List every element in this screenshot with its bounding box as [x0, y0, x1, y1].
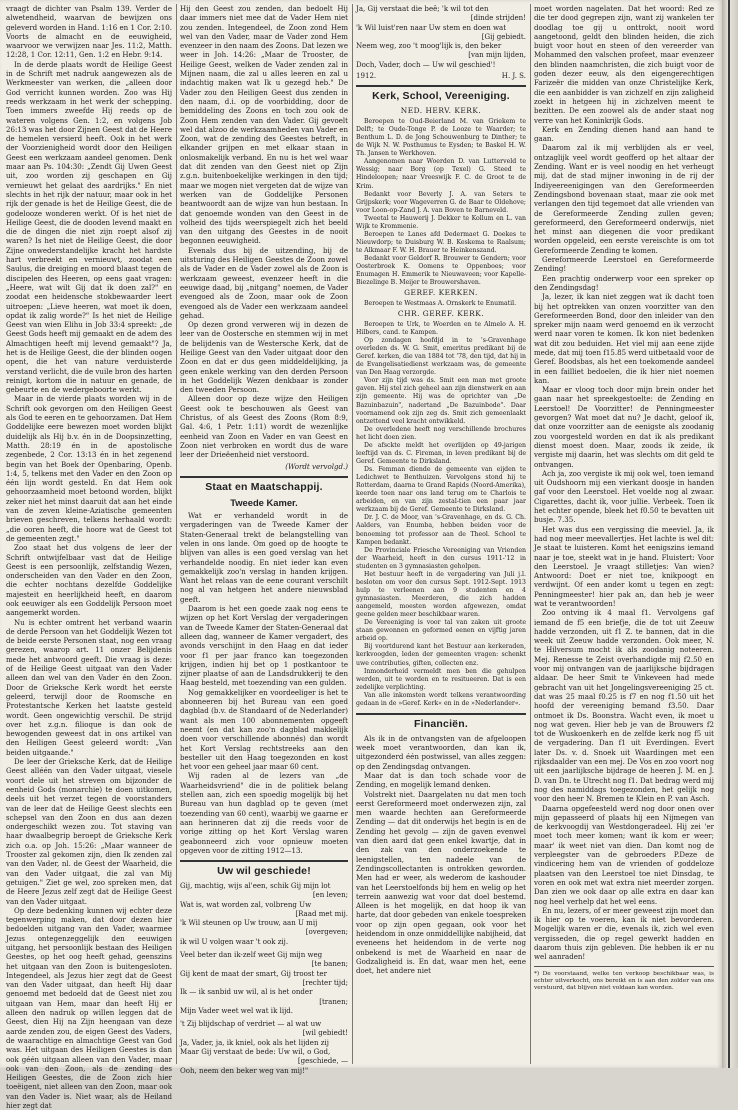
poem-line: [overgeven;: [305, 927, 348, 937]
news-item: Voor zijn tijd was ds. Smit een man met groote gaven. Hij stel zich geheel aan zijn dienstwerk en aan zijn gemeente. Hij was de oprichter van „De Bazuinbazuin", nadertand „De Bazuinbode". Daar voornamend ook zijn zeg ds. Smit zich gemeenlaakt ontzettend veel kracht ontwikkeld.: [356, 377, 526, 425]
paragraph: Daarna opgefeesteld werd nog door onen over mijn gepasseerd of plaats hij een Nijmegen van de kerkvoogdij van Westdongeradeel. Hij zei 'er moet toch meer komen; want ik kom er weer; maar' ik weet niet van dien. Dan komt nog de verpleegster van de gebroeders P.Deze de vindicering hem van de vrienden of goddeloze plaatsen van den Leerstoel toe niet Dinsdag, te voren en ook met wat extra niet meerder zorgen. Dan zien we ook daar op alle extra en daar kan nog heel verhelp dat het wel eens.: [534, 803, 714, 906]
news-item: De afsckte meldt het overlijden op 49-jarigen leeftijd van ds. C. Fireman, in leven predikant bij de Geref. Gemeente te Dirksland.: [356, 441, 526, 465]
paragraph: Een prachtig onderwerp voor een spreker op den Zendingsdag!: [534, 273, 714, 292]
poem-line: 'k Wil luist'ren naar Uw stem en doen wat: [356, 22, 507, 32]
paragraph: Ach ja, zoo vergiste ik mij ook wel, toen iemand uit Oudshoorn mij een vierkant doosje in handen gaf voor den Leerstoel. Het voelde nog al zwaar. Cigarettes, dacht ik, voor jullie. Verbeek. Toen ik het echter opende, bleek het f0.50 te bevatten uit busje. 7.35.: [534, 468, 714, 525]
paragraph: De leer der Grieksche Kerk, dat de Heilige Geest alléén van den Vader uitgaat, viesele voort dele uit het streven om bijzonder de eenheid Gods (monarchie) te doen uitkomen, deels uit het verzet tegen de voorstanders van de leer dat de Heilige Geest slechts een schepsel van den Zoon en dus aan dezen ondergeschikt wezen zou. Tot staving van haar dwaalbegrip beroept de Grieksche Kerk zich o.a. op Joh. 15:26: „Maar wanneer de Trooster zal gekomen zijn, dien Ik zenden zal van den Vader, nl. de Geest der Waarheid, die van den Vader uitgaat, die zal van Mij getuigen." Ziet ge wel, zoo spreken men, dat de Heere Jezus zelf zegt dat de Heilige Geest van den Vader uitgaat.: [6, 757, 172, 906]
column-divider: [352, 4, 353, 1064]
paragraph: In de derde plaats wordt de Heilige Geest in de Schrift met nadruk aangewezen als de Werkmeester van werken, die „alleen door God verricht kunnen worden. Zoo was Hij reeds werkzaam in het werk der schepping. Toen immers zweefde Hij reeds op de wateren volgens Gen. 1:2, en volgens Job 26:13 was het door Zijnen Geest dat de Heere de hemelen versierd heeft. Ook in het werk der Voorzienigheid wordt door den Heiligen Geest een werkzaam aandeel genomen. Denk maar aan Ps. 104:30: „Zendt Gij Uwen Geest uit, zoo worden zij geschapen en Gij vernieuwt het gelaat des aardrijks." En niet slechts in het rijk der natuur, maar ook in het rijk der genade is het de Heilige Geest, die de godelooze wonderen werkt. Of is het niet de Heilige Geest, die de dooden levend maakt en die de dingen die niet zijn roept alsof zij waren? Is het niet de Heilige Geest, die door Zijne onwederstandelijke kracht het hardste hart verbreekt en vernieuwt, zoodat een Saulus, die dreiging en moord blaast tegen de discipelen des Heeren, op eens gaat vragen: „Heere, wat wilt Gij dat ik doen zal?" en zoodat een heidensche stokbewaarder leert uitroepen: „Lieve heeren, wat moet ik doen, opdat ik zalig worde?" Is het niet de Heilige Geest van wien Elihu in Job 33:4 spreekt: „de Geest Gods heeft mij gemaakt en de adem des Almachtigen heeft mij levend gemaakt"? Ja, het is de Heilige Geest, die der blinden oogen opent, die het van nature verduisterde verstand verlicht, die de vuile bron des harten reinigt, kortom die in natuur en genade, de gebeurte en de wedergeboorte werkt.: [6, 59, 172, 395]
poem-signature: [356, 71, 526, 80]
poem-line: [Raad met mij.: [295, 908, 348, 918]
paragraph: Kerk en Zending dienen hand aan hand te gaan.: [534, 124, 714, 144]
poem-line: Veel beter dan ik-zelf weet Gij mijn weg: [180, 950, 323, 960]
poem-line: Ja, Vader, ja, ik kniel, ook als het lijden zij: [180, 1037, 329, 1047]
poem-line: 't Zij blijdschap of verdriet — al wat uw: [180, 1019, 322, 1029]
subsection-heading: CHR. GEREF. KERK.: [397, 309, 485, 319]
paragraph: Hij den Geest zou zenden, dan bedoelt Hij daar immers niet mee dat de Vader Hem niet zou zenden. Integendeel, de Zoon zond Hem wel van den Vader, maar de Vader zond Hem evenzeer in den naam des Zoons. Dat lezen we weer in Joh. 14:26: „Maar de Trooster, de Heilige Geest, welken de Vader zenden zal in Mijnen naam, die zal u alles leeren en zal u indachtig maken wat Ik u gezegd heb." De Vader zou den Heiligen Geest dus zenden in den naam, d.i. op de voorbidding, door de bemiddeling des Zoons en toch zou ook de Zoon Hem zenden van den Vader. Gij gevoelt wel dat alzoo de werkzaamheden van Vader en Zoon, wat de zending des Geestes betreft, in elkander grijpen en met elkaar staan in onlosmakelijk verband. En nu is het wel waar dat dit zenden van den Geest niet op Zijn z.g.n. buitenboekelijke werkingen in den tijd; maar we mogen niet vergeten dat de wijze van werken van de Goddelijke Personen beantwoordt aan de wijze van hun bestaan. In dat genoemde wonden van den Geest in de volheid des tijds weerspiegelt zich het beeld van den uitgang des Geestes in de nooit begonnen eeuwigheid.: [180, 4, 348, 246]
poem-line: [en leven;: [312, 890, 348, 900]
section-heading-staat: Staat en Maatschappij.: [205, 480, 323, 493]
news-item: Van alle inkomsten wordt telkens verantwoording gedaan in de »Geref. Kerk« en in de »Nederlander«.: [356, 691, 526, 707]
poem-year: 1912.: [356, 71, 377, 81]
news-item: Bij voortdurend kant het Bestuur aan kerkeraden, kerkvoogden, leden der gemeenten vragen: schenkt uwe contributies, giften, collecten enz.: [356, 643, 526, 667]
poem-line: Gij kent de maat der smart, Gij troost ter: [180, 968, 327, 978]
paragraph: Maar dat is dan toch schade voor de Zending, en mogelijk lemand denken.: [356, 770, 526, 790]
news-item: Dr. J. C. de Moor, van 's-Gravenhage, en ds. G. Ch. Aalders, van Enumba, hebben beiden voor de benoeming tot professor aan de Theol. School te Kampen bedankt.: [356, 514, 526, 546]
news-item: Beroepen te Lanes afd Dedermaet G. Doekes te Nieuwdorp; te Duisburg W. B. Keskema te Raalsum; te Alkmaar F. W. H. Brauer te Heinkenszand.: [356, 230, 526, 254]
poem-line: Gij, machtig, wijs al'een, schik Gij mijn lot: [180, 880, 331, 890]
article-signoff: (Wordt vervolgd.): [285, 461, 348, 471]
section-rule: [356, 85, 526, 87]
column-1: [6, 4, 172, 1110]
paragraph: Gereformeerde Leerstoel en Gereformeerde Zending!: [534, 255, 714, 274]
news-item: Beroepen te Urk, te Woerden en te Almelo A. H. Hilbers, cand. te Kampen.: [356, 320, 526, 336]
poem-line: [geschiede, —: [297, 1056, 348, 1066]
poem-line: [dinde strijden!: [470, 13, 526, 23]
poem-line: [tranen;: [319, 996, 348, 1006]
news-item: De Vereeniging is voor tal van zaken uit groote staan gewonnen en geformed eenen en vijftig jaren arbeid op.: [356, 619, 526, 643]
poem-line: [te banen;: [311, 959, 348, 969]
paragraph: Alleen door op deze wijze den Heiligen Geest ook te beschouwen als Geest van Christus, of als Geest des Zoons (Rom 8:9, Gal. 4:6, 1 Petr. 1:11) wordt de wezenlijke eenheid van Zoon en Vader en van Geest en Zoon niet verbroken en wordt dus de ware leer der Drieëenheid niet verstoord.: [180, 394, 348, 460]
news-item: Ds. Femman diende de gemeente van eijden te Ledichwet te Benthuizen. Vervolgens stond hij te Rotterdam, daarna te Grand Rapids (Noord-Amerika), keerde toen naar ons land terug om te Charlois te arbeiden, en van zijn zestal-tien een paar jaar werkzaam bij de Geref. Gemeente te Dirksland.: [356, 466, 526, 514]
poem-line: Doch, Vader, doch — Uw wil geschied'!: [356, 59, 496, 69]
paragraph: Daarom zal ik mij verblijden als er veel, ontzaglijk veel wordt geofferd op het altaar der Zending. Want er is veel noodig en het verheugt mij, dat de stad mijner inwoning in de rij der Indiyeereenigingen van den Gereformeerden Zendingsbond bovenaan staat, maar zie ook met verlangen den tijd tegemoet dat alle vrienden van de Gereformeerde Zending zullen geven; gereformeerd, den Gereformeerd onderwijs, niet het minst aan diegenen die voor predikant worden opgeleid, een eerste vereischte is om tot Gereformeerde Zending te komen.: [534, 143, 714, 255]
paragraph: moet worden nagelaten. Dat het woord: Red ze die ter dood gegrepen zijn, want zij wankelen ter doodlag toe gij u onttrokt, nooit word aangetoond, geldt den blinden heiden, die zich buigt voor hout en steen of den vereerder van Mohammed den valschen profeet, maar evenzeer den blinden naamchristen, die zich buigt voor de goden dezer eeuw, als den eigengerechtigen Farizeër die midden van onze Christelijke Kerk, die een aanbidder is van zichzelf en zijn zaligheid zoekt in hetgeen hij in zichzelven meent te bezitten. De een zoowel als de ander staat nog verre van het Koninkrijk Gods.: [534, 4, 714, 125]
news-item: Tweetal te Hauwerij J. Dekker te Kollum en L. van Wijk te Krommenie.: [356, 214, 526, 230]
paragraph: Nu is echter omtrent het verband waarin de derde Persoon van het Goddelijk Wezen tot de beide eerste Personen staat, nog een vraag gerezen, waarop art. 11 onzer Belijdenis mede het antwoord geeft. Die vraag is deze: of de Heilige Geest uitgaat van den Vader alleen dan wel van den Vader én den Zoon. Door de Grieksche Kerk wordt het eerste geleerd, terwijl door de Roomsche en Protestantsche Kerken het laatste gesteld wordt. Geen ongewichtig verschil. De strijd over het z.g.n. filioque is dan ook de bewogenden geweest dat in ons artikel van den Heiligen Geest geleerd wordt: „Van beiden uitgaande.": [6, 617, 172, 757]
paragraph: Op dezen grond verweren wij in dezen de leer van de Oostersche en stemmen wij in met de belijdenis van de Westersche Kerk, dat de Heilige Geest van den Vader uitgaat door den Zoon en dat er dus geen middeldelijking, ja geen enkele werking van den derden Persoon in het Goddelijk Wezen denkbaar is zonder den tweeden Persoon.: [180, 320, 348, 395]
paragraph: Wat er verhandeld wordt in de vergaderingen van de Tweede Kamer der Staten-Generaal trekt de belangstelling van velen in ons lande. Om goed op de hoogte te blijven van alles is een goed verslag van het verhandelde noodig. En niet ieder kan even gemakkelijk zoo'n verslag in handen krijgen. Want het relaas van de eene courant verschilt nog al van hetgeen het andere nieuwsblad geeft.: [180, 511, 348, 604]
paragraph: Maar er vloog toch door mijn brein onder het gaan naar het spreekgestoelte: de Zending en Leerstoel! De Voorzitter! de Penningmeester gevorgen? Wat moet dat nu? Je dacht, geloof ik, dat onze voorzitter aan de eenigste als zoodanig zou voorgesteld worden en dat ik als predikant dienst moest doen. Maar, zoods ik zeide, ik vergiste mij daarin, het was slechts om dit geld te ontvangen.: [534, 385, 714, 469]
news-item: Inmonderheid vermeldt men ben die gehulpen werden, uit te worden en te resitueeren. Dat is een zedelijke verplichting.: [356, 667, 526, 691]
poem-line: Neem weg, zoo 't moog'lijk is, den beker: [356, 41, 502, 51]
column-divider: [176, 4, 177, 1064]
section-heading-financien: Financiën.: [414, 717, 468, 730]
poem-line: Mijn Vader weet wel wat ik lijd.: [180, 1005, 294, 1015]
paragraph: Op deze bedenking kunnen wij echter deze tegenwerping maken, dat door dezen hier bedoelden uitgang van den Vader, waarmee Jezus ontegenzeggelijk den eeuwigen uitgang, het persoonlijk bestaan des Heiligen Geestes, op het oog heeft gehad, geenszins het uitgaan van den Zoon is buitengesloten. Integendeel, als Jezus hier zegt dat de Geest van den Vader uitgaat, dan heeft Hij daar genoemd met bedoeld dat de Geest niet zou uitgaan van Hem, maar dan heeft Hij er alleen den nadruk op willen leggen dat de Geest, dien Hij na Zijn heengaan van deze aarde zenden zou, de eigen Geest des Vaders, de waarachtige en almachtige Geest van God was. Het uitgaan des Heiligen Geestes is dan ook géén uitgaan alleen van den Vader, maar ook van den Zoon, als de zending des Heiligen Geestes, die de Zoon zich hier toeëigent, niet alleen van den Zoon, maar ook van den Vader is. Niet waar, als de Heiland hier zegt dat: [6, 905, 172, 1110]
adjacent-page-edge: [722, 0, 738, 1068]
section-rule: [180, 860, 348, 862]
poem-line: Ja, Gij verstaat die beê; 'k wil tot den: [356, 4, 489, 13]
poem-line: Ooh, neem den beker weg van mij!": [180, 1065, 309, 1075]
poem-line: [wil gebiedt!: [302, 1028, 348, 1038]
paragraph: Zoo ontving ik 4 maal f1. Vervolgens gaf iemand de f5 een briefje, die de tot uit Zeeuw hadde verzonden, uit f1 Z. te bannen, dat in die week uit Zeeuw hadde verzonden. Ook meer, N. te Hilversum mocht ik als zoodanig noteeren. Mej. Renesse te Zeist overhandigde mij f2.50 en voor mij ontvangen van de jaarlijksche bijdragen aldaar. De heer Smit te Vinkeveen had mede gebracht van uit het Jongelingsvereeniging 25 ct. dat was 25 maal f0.25 is f7 en nog f1.50 uit het hoofd der vereeniging bemand f3.50. Daar ontmoet ik Ds. Boonstra. Wacht even, ik moet u nog wat geven. Hier heb je van de Brouwers f2 tot de Wuskoenkerh en de zelfde kerk nog f5 uit de vergadering. Dan f1 uit Everdingen. Evert later Ds. v. d. Snoek uit Waardingen met een rijksdaalder van een mej. De Vos en zoo voort nog uit een jaarlijksche bijdrage de heeren J. M. en J. D. van Dn. te Utrecht nog f1. Dat bedrag werd mij nog des namiddags toegezonden, het gelijk nog voor den heer N. Bremen te Klein en P. van Asch.: [534, 608, 714, 804]
paragraph: Evenals dus bij de uitzending, bij de uitsturing des Heiligen Geestes de Zoon zowel als de Vader en de Vader zowel als de Zoon is werkzaam geweest, evenzeer heeft in die eeuwige daad, bij „nitgang" noemen, de Vader evengoed als de Zoon, maar ook de Zoon evengoed als de Vader een werkzaam aandeel gehad.: [180, 245, 348, 320]
paragraph: Zoo staat het dus volgens de leer der Schrift ontwijfelbaar vast dat de Heilige Geest is een persoonlijk, zelfstandig Wezen, onderscheiden van den Vader en den Zoon, die echter nochtans dezelfde Goddelijke majesteit en heerlijkheid heeft, en daarom ook eeuwiger als een Goddelijk Persoon moet aangemerkt worden.: [6, 543, 172, 618]
poem-line: Maar Gij verstaat de bede: Uw wil, o God,: [180, 1047, 331, 1056]
column-4: [534, 4, 714, 1064]
poem-continued: [356, 4, 526, 69]
news-item: De Provinciale Friesche Vereeniging van Vrienden der Waarheid, heeft in den cursus 1911-'12 in studenten en 3 gymnasiasten geholpen.: [356, 546, 526, 570]
poem-line: [van mijn lijden,: [468, 50, 526, 60]
subsection-heading: NED. HERV. KERK.: [400, 106, 482, 116]
subsection-heading: GEREF. KERKEN.: [404, 288, 478, 298]
news-item: Beroepen te Westmaas A. Ornskerk te Enumatil.: [364, 300, 517, 308]
news-item: Het bestuur heeft in de vergadering van Juli j.l. besloten om voor den cursus Sept. 1912-Sept. 1913 hulp te verleenen aan 9 studenten en 4 gymnasiasten. Meerderen, die zich hadden aangemeld, moesten worden afgewezen, omdat geene gelden meer beschikbaar waren.: [356, 570, 526, 619]
news-item: Bedankt voor Beverly J. A. van Seters te Grijpskerk; voor Wageverren G. de Baar te Oldehove; voor Loon-op-Zand J. A. van Boven te Barneveld.: [356, 190, 526, 214]
paragraph: Als ik in de ontvangsten van de afgeloopen week moet verantwoorden, dan kan ik, uitgezonderd één postwissel, van alles zeggen: op den Zendingsdag ontvangen.: [356, 733, 526, 771]
news-item: De overledene heeft nog verschillende brochures het licht doen zien.: [356, 425, 526, 441]
news-item: Bedankt voor Geldorf R. Brouwer te Gendern; voor Oosterbroek K. Oomens te Oppenboes; voor Enumagen H. Emmerik te Nieuwaveen; voor Kapelle-Biezelinge B. Meijer te Brouwershaven.: [356, 255, 526, 287]
section-rule: [356, 713, 526, 715]
paragraph: vraagt de dichter van Psalm 139. Verder de alwetendheid, waarvan de bewijzen ons geleverd worden in Hand. 1:16 en 1 Cor. 2:10. Voorts de almacht en de eeuwigheid, waarvoor we verwijzen naar Jes. 11:2, Matth. 12:28, 1 Cor. 12:11, Gen. 1:2 en Hebr. 9:14.: [6, 4, 172, 60]
poem-line: Wat is, wat worden zal, volbreng Uw: [180, 899, 312, 909]
paragraph: Nog gemakkelijker en voordeeliger is het te abonneeren bij het Bureau van een goed dagblad (b.v. de Standaard of de Nederlander) want als men 100 abonnementen opgeeft neemt (en dat kan zoo'n dagblad makkelijk doen voor verschillende abonnés) dan wordt het Kort Verslag rechtstreeks aan den besteller uit den Haag toegezonden en kost het voor een geheel jaar maar 60 cent.: [180, 687, 348, 772]
paragraph: Volstrekt niet. Daargelaten nu dat men toch eerst Gereformeerd moet onderwezen zijn, zal men waarde hechten aan Gereformeerde Zending — dat dit onderwijs het begin is en de Zending het gevolg — zijn de gaven evenwel van dien aard dat geen enkel kwartje, dat in den zak van den onderzoekende te leenigstellen, ten nadeele van de Zendingscollectanten is ontrokken geworden. Men had er weer, als wederom de kashouder van het Leerstoelfonds bij hem en welig op het terrein aanwezig wat voor dat doel bestemd. Alleen is het mogelijk, en dat hoop ik van harte, dat door gebeden van enkele toespreken voor op zijn open gegaan, ook voor het heidendom in onze onmiddellijke nabijheid, dat eveneens het heidendom in de verte nog onbekend is met de Waarheid en naar de Godzaligheid is. En dat, waar men het, eene doet, het andere niet: [356, 789, 526, 976]
poem-title: Uw wil geschiede!: [217, 865, 311, 878]
poem-line: Ik — ik sanbid uw wil, al is het onder: [180, 987, 313, 997]
paragraph: Ja, lezer, ik kan niet zeggen wat ik dacht toen bij het optrekken van onzen voorzitter van den Gereformeerden Bond, door den inleider van den spreker mijn naam werd genoemd en ik verzocht werd naar voren te komen. Ik kon niet bedenken wat dit zou beduiden. Het viel mij aan eene zijde mede, dat mij toen f15.85 werd uitbetaald voor de Geref. Boodsbas, als het een toekomende aandeel in een failliet bedoelen, die ik hier niet noemen kan.: [534, 292, 714, 385]
footnote-rule: [534, 966, 714, 967]
column-3: [356, 4, 526, 1064]
poem-line: [Gij gebiedt.: [481, 31, 526, 41]
section-heading-kerk: Kerk, School, Vereeniging.: [372, 90, 510, 103]
paragraph: Wij raden al de lezers van „de Waarheidsvriend" die in de politiek belang stellen aan, zich een spoedig mogelijk bij het Bureau van hun dagblad op te geven (met toezending van 60 cent), waarbij we gaarne er aan herinneren dat zij die reeds voor de vorige zitting op het Kort Verslag waren geabonneerd zich voor opnieuw moeten opgeven voor de zitting 1912—13.: [180, 771, 348, 855]
paragraph: En nu, lezers, of er meer geweest zijn moet dan ik hier op te voeren, kan ik niet bevorderen. Mogelijk waren er die, evenals ik, zich wel even vergisseden, die op regel gewerkt hadden en daarom thuis zijn gebleven. Die hebben ik er nu wel aanraden!: [534, 905, 714, 962]
paragraph: Daarom is het een goede zaak nog eens te wijzen op het Kort Verslag der vergaderingen van de Tweede Kamer der Staten-Generaal dat alleen dag, wanneer de Kamer vergadert, des avonds verschijnt in den Haag en dat ieder voor f1 per jaar franco kan toegezonden krijgen, indien hij bet op 1 postkantoor te zijner plaatse of aan de Landsdrukkerij te den Haag besteld, met toezending van een gulden.: [180, 604, 348, 688]
news-item: Op zondagen hoofdjd in te 's-Gravenhage overleden ds. W. G. Smit, emeritus predikant bij de Geref. kerken, die van 1884 tot '78, den tijd, dat hij in de Evangelisatiedienst werkzaam was, de gemeente van Den Haag verzorgde.: [356, 337, 526, 377]
poem-line: [rechter tijd;: [302, 977, 348, 987]
poem-line: 'k Wil steunen op Uw trouw, aan U mij: [180, 918, 318, 928]
poem: [180, 881, 348, 1075]
column-divider: [530, 4, 531, 1064]
footnote: *) De voorstaand, welke ten verkoop beschikbaar was, is echter uitverkocht, ons bereikt en is aan den zolder van ons verstuurd, dat blijven niet voldaan kan worden.: [534, 970, 714, 992]
poem-author: H. J. S.: [501, 71, 526, 81]
poem-line: ik wil U volgen waar 't ook zij.: [180, 936, 289, 946]
section-rule: [180, 476, 348, 478]
subsection-heading: Tweede Kamer.: [230, 496, 298, 508]
news-item: Beroepen te Oud-Beierland M. van Griekem te Delft; te Oude-Tonge P. de Looze te Waarder; te Benthum L. D. de Jong Schouwenburg te Dinther; te de Wijk N. W. Posthumus te Eysden; te Baskel H. W. Th. Jansen te Werkhoven.: [356, 118, 526, 158]
paragraph: Maar in de vierde plaats worden wij in de Schrift ook gevorgen om den Heiligen Geest als God te eeren en te gehoorzamen. Dat Hem Goddelijke eere bewezen moet worden blijkt duidelijk als Hij b.v. én in de Doopsinzetting, Matth. 28:19 én in de apostolische zegenbede, 2 Cor. 13:13 én in het zegenend begin van het Boek der Openbaring, Openb. 1:4, 5, telkens met den Vader en den Zoon op één lijn wordt gesteld. En dat Hem ook gehoorzaamheid moet betoond worden, blijkt zeker niet het minst daaruit dat aan het einde van de zeven kleine-Aziatische gemeenten brieven geschreven, telkens herhaald wordt: „die ooren heeft, die hoore wat de Geest tot de gemeenten zegt.": [6, 394, 172, 543]
paragraph: Het was dus een vergissing die meeviel. Ja, ik had nog meer meevallertjes. Het lachte is wel dit: Je staat te luisteren. Komt het eenigszins iemand naar je toe, steekt wat in je hand. Fluistert: Voor den Leerstoel. Je vraagt stilletjes: Van wien? Antwoord: Doet er niet toe, knikpoogt en verdwijnt. Of een ander komt u tegen en zegt: Penningmeester! hier pak an, dan heb je weer wat te verantwoorden!: [534, 524, 714, 608]
news-item: Aangenomen naar Woerden D. van Lutterveld te Wessig; naar Borg (op Texel) G. Steed te Hindeloopen; naar Vreeswijk F. C. de Groot te de Krim.: [356, 158, 526, 190]
column-2: [180, 4, 348, 1075]
